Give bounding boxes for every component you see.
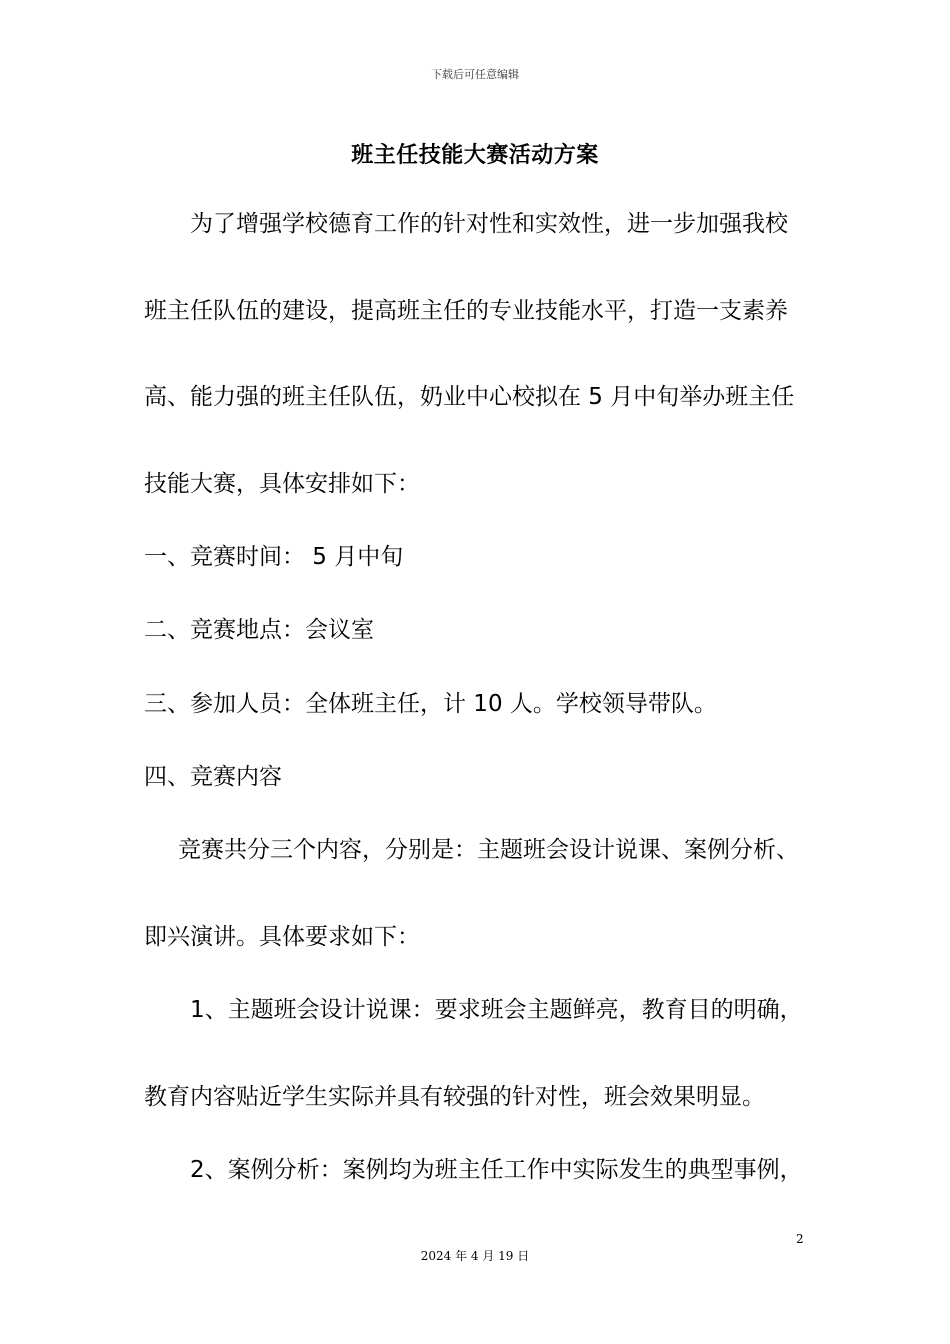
paragraph-line: 竞赛共分三个内容，分别是：主题班会设计说课、案例分析、 <box>178 837 799 863</box>
section-line: 二、竞赛地点：会议室 <box>144 617 374 643</box>
paragraph-line: 1、主题班会设计说课：要求班会主题鲜亮，教育目的明确， <box>190 997 803 1023</box>
paragraph-line: 即兴演讲。具体要求如下： <box>144 924 420 950</box>
paragraph-line: 教育内容贴近学生实际并具有较强的针对性，班会效果明显。 <box>144 1084 765 1110</box>
paragraph-line: 班主任队伍的建设，提高班主任的专业技能水平，打造一支素养 <box>144 298 788 324</box>
paragraph-line: 技能大赛，具体安排如下： <box>144 471 420 497</box>
paragraph-line: 为了增强学校德育工作的针对性和实效性，进一步加强我校 <box>190 211 788 237</box>
section-line: 四、竞赛内容 <box>144 764 282 790</box>
header-note: 下载后可任意编辑 <box>431 68 519 81</box>
page-number: 2 <box>796 1232 804 1246</box>
paragraph-line: 高、能力强的班主任队伍，奶业中心校拟在 5 月中旬举办班主任 <box>144 384 795 410</box>
footer-date: 2024 年 4 月 19 日 <box>420 1249 530 1263</box>
section-line: 一、竞赛时间： 5 月中旬 <box>144 544 404 570</box>
section-line: 三、参加人员：全体班主任，计 10 人。学校领导带队。 <box>144 691 717 717</box>
document-title: 班主任技能大赛活动方案 <box>351 143 599 168</box>
paragraph-line: 2、案例分析：案例均为班主任工作中实际发生的典型事例， <box>190 1157 803 1183</box>
